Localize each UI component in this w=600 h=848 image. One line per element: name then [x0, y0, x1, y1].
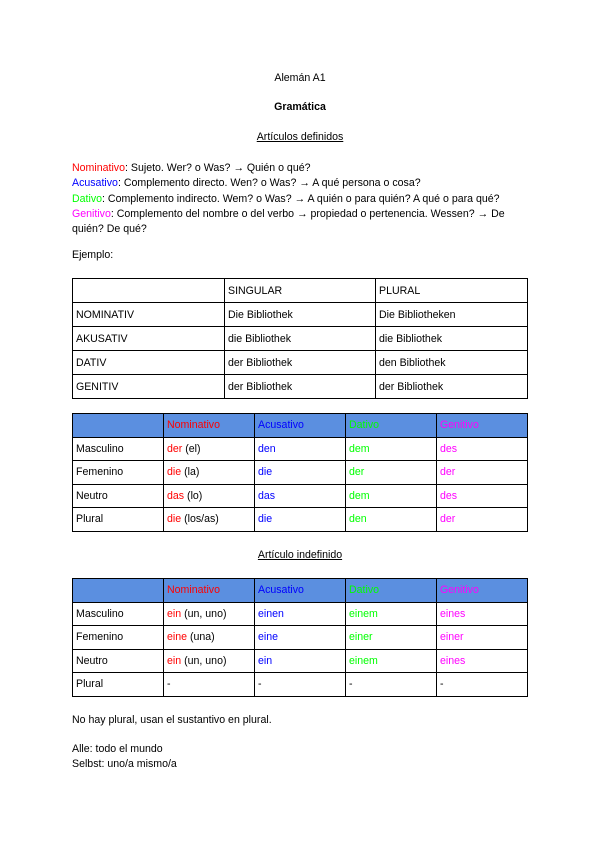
definition-label: Genitivo	[72, 207, 111, 220]
definition-text: : Complemento del nombre o del verbo → propiedad o pertenencia. Wessen? → De quién? De qué?	[72, 207, 505, 236]
cell-dativo: der	[346, 461, 437, 485]
table-cell: AKUSATIV	[73, 327, 225, 351]
vocab-selbst: Selbst: uno/a mismo/a	[72, 758, 177, 770]
definition-label: Nominativo	[72, 162, 125, 174]
table-header-row	[73, 279, 528, 303]
translation: (la)	[181, 466, 200, 479]
cell-dativo: einer	[346, 626, 437, 650]
table-cell: den Bibliothek	[376, 351, 528, 375]
table-row	[73, 327, 528, 351]
header-cell-acusativo: Acusativo	[255, 579, 346, 603]
header-cell: SINGULAR	[225, 279, 376, 303]
document-title: Alemán A1	[274, 72, 326, 84]
article: die	[167, 466, 182, 479]
cell-nominativo	[164, 508, 255, 532]
table-cell: der Bibliothek	[225, 375, 376, 399]
translation: (un, uno)	[181, 654, 227, 667]
row-label: Neutro	[73, 484, 164, 508]
cell-nominativo	[164, 437, 255, 461]
table-row	[73, 461, 528, 485]
table-cell: die Bibliothek	[225, 327, 376, 351]
row-label: Femenino	[73, 626, 164, 650]
cell-nominativo	[164, 673, 255, 697]
table-cell: die Bibliothek	[376, 327, 528, 351]
case-definitions	[72, 161, 532, 237]
definition-text: : Sujeto. Wer? o Was? → Quién o qué?	[125, 162, 311, 174]
cell-genitivo: eines	[437, 602, 528, 626]
vocab-alle: Alle: todo el mundo	[72, 743, 163, 755]
table-row	[73, 649, 528, 673]
cell-dativo: einem	[346, 649, 437, 673]
indefinite-articles-table	[72, 578, 528, 697]
cell-acusativo: den	[255, 437, 346, 461]
translation: (una)	[187, 631, 215, 644]
cell-genitivo: der	[437, 461, 528, 485]
table-cell: Die Bibliothek	[225, 303, 376, 327]
cell-acusativo: einen	[255, 602, 346, 626]
cell-nominativo	[164, 461, 255, 485]
article: der	[167, 442, 183, 455]
row-label: Masculino	[73, 437, 164, 461]
table-row	[73, 626, 528, 650]
row-label: Neutro	[73, 649, 164, 673]
article: das	[167, 489, 185, 502]
definition-label: Acusativo	[72, 177, 118, 190]
table-header-row	[73, 414, 528, 438]
cell-acusativo: eine	[255, 626, 346, 650]
table-row	[73, 484, 528, 508]
table-cell: GENITIV	[73, 375, 225, 399]
header-cell	[73, 279, 225, 303]
translation: (un, uno)	[181, 607, 227, 620]
translation: (lo)	[184, 489, 203, 502]
table-header-row	[73, 579, 528, 603]
translation: (los/as)	[181, 513, 219, 526]
table-row	[73, 351, 528, 375]
row-label: Plural	[73, 508, 164, 532]
table-row	[73, 375, 528, 399]
definition-text: : Complemento indirecto. Wem? o Was? → A quién o para quién? A qué o para qué?	[102, 192, 500, 205]
cell-genitivo: des	[437, 484, 528, 508]
header-cell-dativo: Dativo	[346, 579, 437, 603]
table-row	[73, 508, 528, 532]
cell-dativo: einem	[346, 602, 437, 626]
row-label: Masculino	[73, 602, 164, 626]
header-cell-genitivo: Genitivo	[437, 414, 528, 438]
definition-genitivo	[72, 207, 532, 238]
cell-acusativo: die	[255, 508, 346, 532]
header-cell	[73, 414, 164, 438]
cell-nominativo	[164, 484, 255, 508]
section-heading-definite: Artículos definidos	[256, 131, 344, 143]
plural-note: No hay plural, usan el sustantivo en plural.	[72, 714, 272, 726]
table-cell: DATIV	[73, 351, 225, 375]
header-cell	[73, 579, 164, 603]
cell-dativo: den	[346, 508, 437, 532]
section-heading-indefinite: Artículo indefinido	[257, 549, 343, 561]
example-table	[72, 278, 528, 399]
table-cell: NOMINATIV	[73, 303, 225, 327]
cell-nominativo	[164, 649, 255, 673]
definition-acusativo	[72, 176, 532, 191]
cell-genitivo: eines	[437, 649, 528, 673]
table-row	[73, 437, 528, 461]
definition-nominativo	[72, 161, 532, 176]
cell-dativo: dem	[346, 484, 437, 508]
table-row	[73, 602, 528, 626]
table-cell: der Bibliothek	[376, 375, 528, 399]
header-cell-genitivo: Genitivo	[437, 579, 528, 603]
article: ein	[167, 607, 182, 620]
article: -	[167, 678, 171, 691]
table-row	[73, 673, 528, 697]
header-cell-nominativo: Nominativo	[164, 414, 255, 438]
cell-dativo: -	[346, 673, 437, 697]
cell-nominativo	[164, 626, 255, 650]
definition-dativo	[72, 192, 532, 207]
table-cell: Die Bibliotheken	[376, 303, 528, 327]
header-cell-nominativo: Nominativo	[164, 579, 255, 603]
definition-text: : Complemento directo. Wen? o Was? → A qué persona o cosa?	[117, 177, 421, 190]
definite-articles-table	[72, 413, 528, 532]
cell-genitivo: der	[437, 508, 528, 532]
article: die	[167, 513, 182, 526]
cell-dativo: dem	[346, 437, 437, 461]
header-cell-dativo: Dativo	[346, 414, 437, 438]
row-label: Femenino	[73, 461, 164, 485]
cell-genitivo: des	[437, 437, 528, 461]
page-heading: Gramática	[274, 101, 326, 113]
header-cell-acusativo: Acusativo	[255, 414, 346, 438]
article: eine	[167, 631, 188, 644]
example-label: Ejemplo:	[72, 249, 114, 261]
row-label: Plural	[73, 673, 164, 697]
cell-genitivo: -	[437, 673, 528, 697]
header-cell: PLURAL	[376, 279, 528, 303]
table-cell: der Bibliothek	[225, 351, 376, 375]
cell-nominativo	[164, 602, 255, 626]
translation: (el)	[182, 442, 201, 455]
table-row	[73, 303, 528, 327]
cell-genitivo: einer	[437, 626, 528, 650]
cell-acusativo: ein	[255, 649, 346, 673]
cell-acusativo: -	[255, 673, 346, 697]
article: ein	[167, 654, 182, 667]
definition-label: Dativo	[72, 192, 103, 205]
cell-acusativo: die	[255, 461, 346, 485]
cell-acusativo: das	[255, 484, 346, 508]
